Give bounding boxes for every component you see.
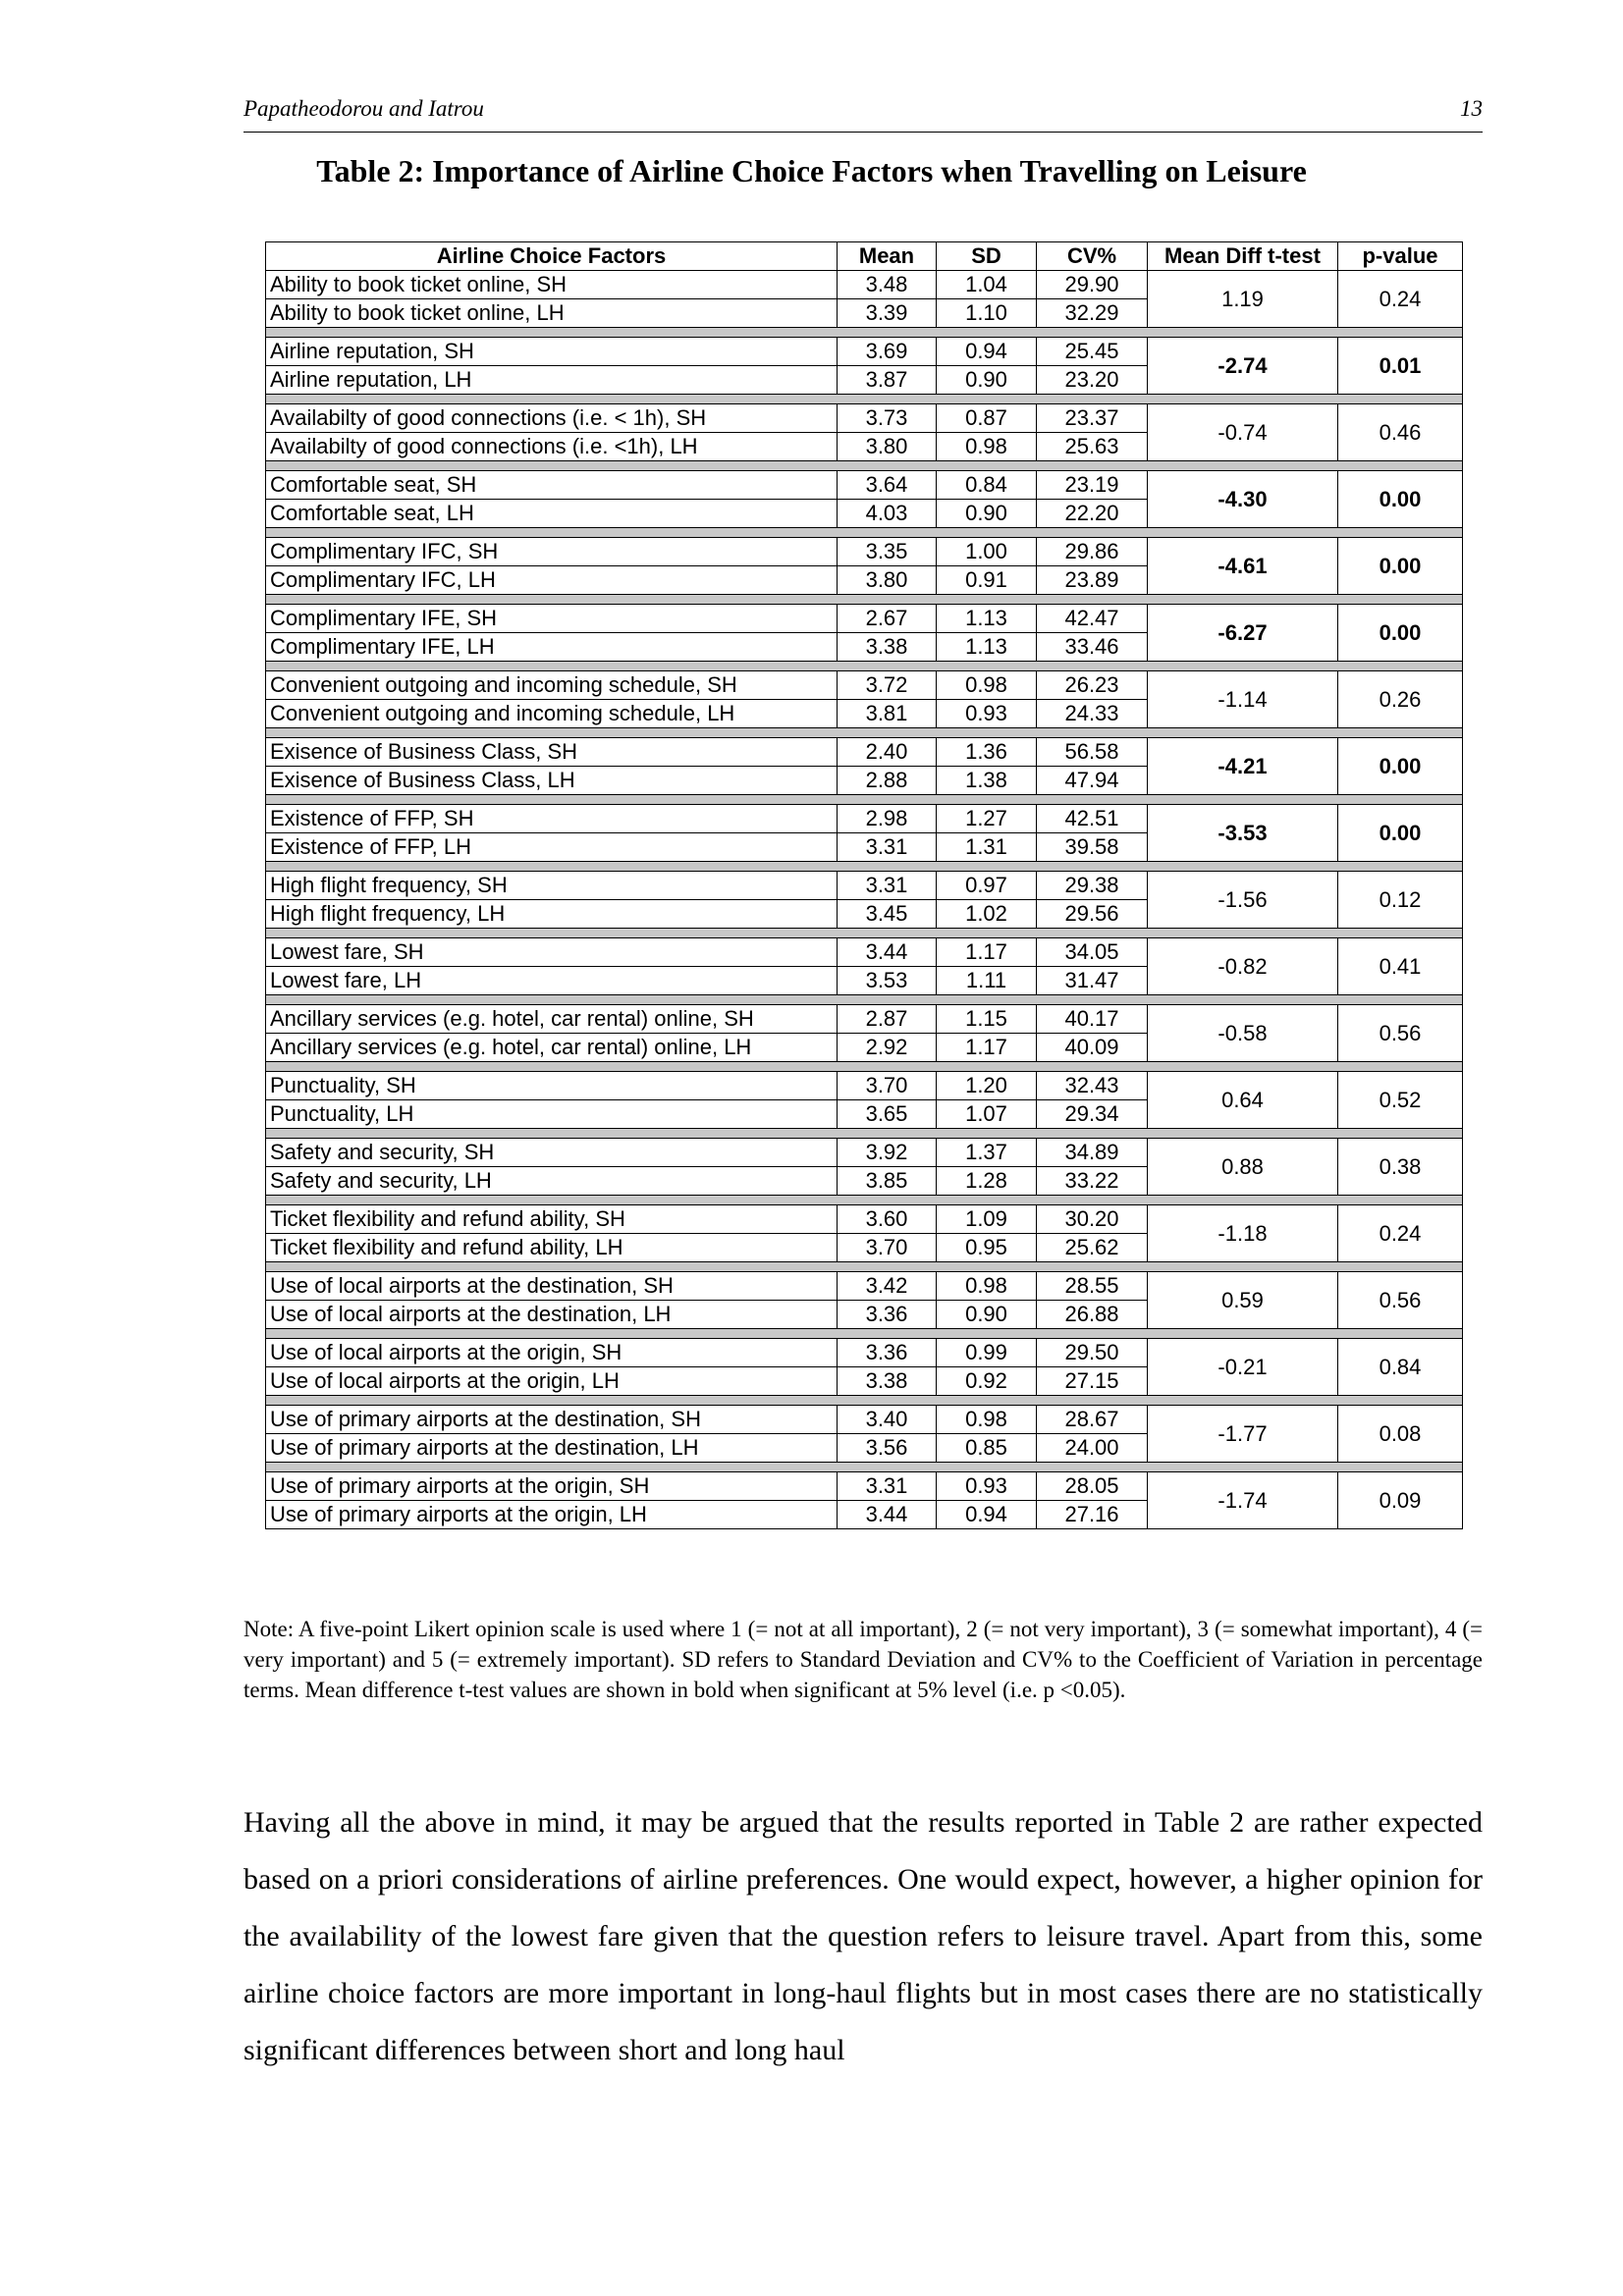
t-test-cell: -0.58 bbox=[1148, 1005, 1338, 1062]
airline-factors-table bbox=[265, 241, 1463, 1529]
factor-cell: Lowest fare, SH bbox=[266, 938, 838, 967]
t-test-cell: -2.74 bbox=[1148, 338, 1338, 395]
sd-cell: 1.00 bbox=[937, 538, 1037, 566]
cv-cell: 24.00 bbox=[1037, 1434, 1148, 1463]
sd-cell: 1.13 bbox=[937, 633, 1037, 662]
t-test-cell: -4.61 bbox=[1148, 538, 1338, 595]
t-test-cell: -6.27 bbox=[1148, 605, 1338, 662]
sd-cell: 1.27 bbox=[937, 805, 1037, 833]
table-note: Note: A five-point Likert opinion scale is used where 1 (= not at all important), 2 (= not very important), 3 (= somewhat important), 4 (= very important) and 5 (= extremely important). SD refers to Standard Deviation and CV% to the Coefficient of Variation in percentage terms. Mean difference t-test values are shown in bold when significant at 5% level (i.e. p <0.05). bbox=[243, 1617, 1483, 1702]
separator-cell bbox=[266, 929, 1463, 938]
column-header: Mean bbox=[838, 242, 937, 271]
cv-cell: 28.55 bbox=[1037, 1272, 1148, 1301]
separator-cell bbox=[266, 728, 1463, 738]
cv-cell: 42.47 bbox=[1037, 605, 1148, 633]
p-value-cell: 0.00 bbox=[1338, 805, 1463, 862]
cv-cell: 23.89 bbox=[1037, 566, 1148, 595]
separator-cell bbox=[266, 1062, 1463, 1072]
table-row bbox=[266, 938, 1463, 967]
sd-cell: 0.95 bbox=[937, 1234, 1037, 1262]
body-paragraph: Having all the above in mind, it may be argued that the results reported in Table 2 are rather expected based on a priori considerations of airline preferences. One would expect, however, a higher opinion for the availability of the lowest fare given that the question refers to leisure travel. Apart from this, some airline choice factors are more important in long-haul flights but in most cases there are no statistically significant differences between short and long haul bbox=[243, 1806, 1483, 2066]
p-value-cell: 0.00 bbox=[1338, 471, 1463, 528]
cv-cell: 34.05 bbox=[1037, 938, 1148, 967]
separator-cell bbox=[266, 1396, 1463, 1406]
factor-cell: Ability to book ticket online, SH bbox=[266, 271, 838, 299]
mean-cell: 3.81 bbox=[838, 700, 937, 728]
group-separator bbox=[266, 1329, 1463, 1339]
group-separator bbox=[266, 395, 1463, 404]
table-row bbox=[266, 1139, 1463, 1167]
factor-cell: Use of primary airports at the destination, LH bbox=[266, 1434, 838, 1463]
t-test-cell: -1.56 bbox=[1148, 872, 1338, 929]
separator-cell bbox=[266, 1262, 1463, 1272]
p-value-cell: 0.84 bbox=[1338, 1339, 1463, 1396]
table-row bbox=[266, 1005, 1463, 1034]
factor-cell: Exisence of Business Class, SH bbox=[266, 738, 838, 767]
p-value-cell: 0.01 bbox=[1338, 338, 1463, 395]
mean-cell: 3.53 bbox=[838, 967, 937, 995]
mean-cell: 3.44 bbox=[838, 1501, 937, 1529]
mean-cell: 3.87 bbox=[838, 366, 937, 395]
sd-cell: 1.07 bbox=[937, 1100, 1037, 1129]
p-value-cell: 0.08 bbox=[1338, 1406, 1463, 1463]
mean-cell: 3.31 bbox=[838, 833, 937, 862]
t-test-cell: -0.82 bbox=[1148, 938, 1338, 995]
table-row bbox=[266, 872, 1463, 900]
mean-cell: 4.03 bbox=[838, 500, 937, 528]
mean-cell: 2.40 bbox=[838, 738, 937, 767]
factor-cell: Punctuality, LH bbox=[266, 1100, 838, 1129]
cv-cell: 29.90 bbox=[1037, 271, 1148, 299]
group-separator bbox=[266, 662, 1463, 671]
separator-cell bbox=[266, 662, 1463, 671]
factor-cell: Ancillary services (e.g. hotel, car rental) online, LH bbox=[266, 1034, 838, 1062]
factor-cell: Ability to book ticket online, LH bbox=[266, 299, 838, 328]
sd-cell: 0.98 bbox=[937, 1272, 1037, 1301]
sd-cell: 1.13 bbox=[937, 605, 1037, 633]
group-separator bbox=[266, 862, 1463, 872]
p-value-cell: 0.09 bbox=[1338, 1472, 1463, 1529]
cv-cell: 23.20 bbox=[1037, 366, 1148, 395]
mean-cell: 3.38 bbox=[838, 1367, 937, 1396]
factor-cell: Use of local airports at the origin, LH bbox=[266, 1367, 838, 1396]
group-separator bbox=[266, 595, 1463, 605]
cv-cell: 32.43 bbox=[1037, 1072, 1148, 1100]
cv-cell: 29.86 bbox=[1037, 538, 1148, 566]
group-separator bbox=[266, 1129, 1463, 1139]
cv-cell: 39.58 bbox=[1037, 833, 1148, 862]
p-value-cell: 0.56 bbox=[1338, 1272, 1463, 1329]
factor-cell: Use of primary airports at the origin, LH bbox=[266, 1501, 838, 1529]
mean-cell: 3.64 bbox=[838, 471, 937, 500]
mean-cell: 3.44 bbox=[838, 938, 937, 967]
column-header: Mean Diff t-test bbox=[1148, 242, 1338, 271]
t-test-cell: -0.74 bbox=[1148, 404, 1338, 461]
table-container bbox=[265, 241, 1462, 1529]
mean-cell: 3.69 bbox=[838, 338, 937, 366]
sd-cell: 0.98 bbox=[937, 671, 1037, 700]
p-value-cell: 0.26 bbox=[1338, 671, 1463, 728]
separator-cell bbox=[266, 528, 1463, 538]
sd-cell: 0.97 bbox=[937, 872, 1037, 900]
separator-cell bbox=[266, 795, 1463, 805]
cv-cell: 31.47 bbox=[1037, 967, 1148, 995]
t-test-cell: 0.88 bbox=[1148, 1139, 1338, 1196]
factor-cell: Complimentary IFC, LH bbox=[266, 566, 838, 595]
cv-cell: 29.56 bbox=[1037, 900, 1148, 929]
p-value-cell: 0.00 bbox=[1338, 738, 1463, 795]
sd-cell: 0.98 bbox=[937, 433, 1037, 461]
cv-cell: 25.45 bbox=[1037, 338, 1148, 366]
separator-cell bbox=[266, 595, 1463, 605]
table-row bbox=[266, 538, 1463, 566]
sd-cell: 1.28 bbox=[937, 1167, 1037, 1196]
cv-cell: 28.67 bbox=[1037, 1406, 1148, 1434]
t-test-cell: 0.59 bbox=[1148, 1272, 1338, 1329]
cv-cell: 34.89 bbox=[1037, 1139, 1148, 1167]
column-header: Airline Choice Factors bbox=[266, 242, 838, 271]
factor-cell: Comfortable seat, LH bbox=[266, 500, 838, 528]
mean-cell: 2.88 bbox=[838, 767, 937, 795]
sd-cell: 0.94 bbox=[937, 1501, 1037, 1529]
factor-cell: Safety and security, SH bbox=[266, 1139, 838, 1167]
cv-cell: 29.34 bbox=[1037, 1100, 1148, 1129]
separator-cell bbox=[266, 1329, 1463, 1339]
t-test-cell: -1.14 bbox=[1148, 671, 1338, 728]
cv-cell: 30.20 bbox=[1037, 1205, 1148, 1234]
group-separator bbox=[266, 328, 1463, 338]
table-header-row bbox=[266, 242, 1463, 271]
p-value-cell: 0.46 bbox=[1338, 404, 1463, 461]
factor-cell: Use of local airports at the destination, LH bbox=[266, 1301, 838, 1329]
table-row bbox=[266, 1205, 1463, 1234]
separator-cell bbox=[266, 1129, 1463, 1139]
factor-cell: Airline reputation, SH bbox=[266, 338, 838, 366]
mean-cell: 3.39 bbox=[838, 299, 937, 328]
factor-cell: Ancillary services (e.g. hotel, car rental) online, SH bbox=[266, 1005, 838, 1034]
separator-cell bbox=[266, 1196, 1463, 1205]
sd-cell: 1.38 bbox=[937, 767, 1037, 795]
column-header: CV% bbox=[1037, 242, 1148, 271]
mean-cell: 3.31 bbox=[838, 1472, 937, 1501]
mean-cell: 3.80 bbox=[838, 433, 937, 461]
cv-cell: 56.58 bbox=[1037, 738, 1148, 767]
sd-cell: 0.90 bbox=[937, 500, 1037, 528]
group-separator bbox=[266, 1463, 1463, 1472]
mean-cell: 3.56 bbox=[838, 1434, 937, 1463]
sd-cell: 0.90 bbox=[937, 366, 1037, 395]
factor-cell: Availabilty of good connections (i.e. <1h), LH bbox=[266, 433, 838, 461]
sd-cell: 0.90 bbox=[937, 1301, 1037, 1329]
factor-cell: Ticket flexibility and refund ability, SH bbox=[266, 1205, 838, 1234]
sd-cell: 0.85 bbox=[937, 1434, 1037, 1463]
table-row bbox=[266, 605, 1463, 633]
separator-cell bbox=[266, 328, 1463, 338]
table-row bbox=[266, 738, 1463, 767]
sd-cell: 1.37 bbox=[937, 1139, 1037, 1167]
table-row bbox=[266, 671, 1463, 700]
sd-cell: 0.91 bbox=[937, 566, 1037, 595]
sd-cell: 1.15 bbox=[937, 1005, 1037, 1034]
factor-cell: Availabilty of good connections (i.e. < 1h), SH bbox=[266, 404, 838, 433]
t-test-cell: -0.21 bbox=[1148, 1339, 1338, 1396]
p-value-cell: 0.41 bbox=[1338, 938, 1463, 995]
sd-cell: 1.11 bbox=[937, 967, 1037, 995]
table-row bbox=[266, 1272, 1463, 1301]
cv-cell: 26.23 bbox=[1037, 671, 1148, 700]
factor-cell: Use of primary airports at the origin, SH bbox=[266, 1472, 838, 1501]
t-test-cell: 1.19 bbox=[1148, 271, 1338, 328]
cv-cell: 40.17 bbox=[1037, 1005, 1148, 1034]
sd-cell: 0.99 bbox=[937, 1339, 1037, 1367]
factor-cell: Complimentary IFC, SH bbox=[266, 538, 838, 566]
factor-cell: Exisence of Business Class, LH bbox=[266, 767, 838, 795]
group-separator bbox=[266, 995, 1463, 1005]
factor-cell: Use of primary airports at the destination, SH bbox=[266, 1406, 838, 1434]
p-value-cell: 0.12 bbox=[1338, 872, 1463, 929]
mean-cell: 3.85 bbox=[838, 1167, 937, 1196]
table-row bbox=[266, 338, 1463, 366]
p-value-cell: 0.00 bbox=[1338, 605, 1463, 662]
group-separator bbox=[266, 929, 1463, 938]
cv-cell: 33.46 bbox=[1037, 633, 1148, 662]
mean-cell: 3.48 bbox=[838, 271, 937, 299]
t-test-cell: -1.77 bbox=[1148, 1406, 1338, 1463]
factor-cell: Airline reputation, LH bbox=[266, 366, 838, 395]
t-test-cell: -1.74 bbox=[1148, 1472, 1338, 1529]
sd-cell: 1.31 bbox=[937, 833, 1037, 862]
p-value-cell: 0.56 bbox=[1338, 1005, 1463, 1062]
group-separator bbox=[266, 795, 1463, 805]
sd-cell: 0.87 bbox=[937, 404, 1037, 433]
cv-cell: 33.22 bbox=[1037, 1167, 1148, 1196]
cv-cell: 24.33 bbox=[1037, 700, 1148, 728]
separator-cell bbox=[266, 1463, 1463, 1472]
mean-cell: 3.72 bbox=[838, 671, 937, 700]
cv-cell: 29.38 bbox=[1037, 872, 1148, 900]
table-row bbox=[266, 471, 1463, 500]
factor-cell: Complimentary IFE, SH bbox=[266, 605, 838, 633]
group-separator bbox=[266, 1196, 1463, 1205]
sd-cell: 0.93 bbox=[937, 1472, 1037, 1501]
factor-cell: Lowest fare, LH bbox=[266, 967, 838, 995]
mean-cell: 2.67 bbox=[838, 605, 937, 633]
t-test-cell: 0.64 bbox=[1148, 1072, 1338, 1129]
running-header bbox=[243, 96, 1483, 133]
sd-cell: 1.09 bbox=[937, 1205, 1037, 1234]
sd-cell: 1.04 bbox=[937, 271, 1037, 299]
cv-cell: 23.37 bbox=[1037, 404, 1148, 433]
cv-cell: 32.29 bbox=[1037, 299, 1148, 328]
table-row bbox=[266, 1072, 1463, 1100]
factor-cell: High flight frequency, SH bbox=[266, 872, 838, 900]
separator-cell bbox=[266, 862, 1463, 872]
table-body bbox=[266, 271, 1463, 1529]
cv-cell: 22.20 bbox=[1037, 500, 1148, 528]
t-test-cell: -1.18 bbox=[1148, 1205, 1338, 1262]
factor-cell: Existence of FFP, SH bbox=[266, 805, 838, 833]
factor-cell: Use of local airports at the destination, SH bbox=[266, 1272, 838, 1301]
table-row bbox=[266, 1339, 1463, 1367]
mean-cell: 3.80 bbox=[838, 566, 937, 595]
cv-cell: 40.09 bbox=[1037, 1034, 1148, 1062]
sd-cell: 0.98 bbox=[937, 1406, 1037, 1434]
group-separator bbox=[266, 1262, 1463, 1272]
cv-cell: 23.19 bbox=[1037, 471, 1148, 500]
t-test-cell: -4.30 bbox=[1148, 471, 1338, 528]
mean-cell: 3.60 bbox=[838, 1205, 937, 1234]
header-authors: Papatheodorou and Iatrou bbox=[243, 96, 484, 121]
sd-cell: 1.20 bbox=[937, 1072, 1037, 1100]
cv-cell: 27.16 bbox=[1037, 1501, 1148, 1529]
sd-cell: 0.92 bbox=[937, 1367, 1037, 1396]
factor-cell: Comfortable seat, SH bbox=[266, 471, 838, 500]
p-value-cell: 0.52 bbox=[1338, 1072, 1463, 1129]
mean-cell: 3.70 bbox=[838, 1234, 937, 1262]
mean-cell: 3.42 bbox=[838, 1272, 937, 1301]
factor-cell: Safety and security, LH bbox=[266, 1167, 838, 1196]
factor-cell: Convenient outgoing and incoming schedule, SH bbox=[266, 671, 838, 700]
mean-cell: 2.98 bbox=[838, 805, 937, 833]
table-row bbox=[266, 1406, 1463, 1434]
separator-cell bbox=[266, 995, 1463, 1005]
sd-cell: 0.84 bbox=[937, 471, 1037, 500]
sd-cell: 1.02 bbox=[937, 900, 1037, 929]
mean-cell: 2.87 bbox=[838, 1005, 937, 1034]
p-value-cell: 0.24 bbox=[1338, 1205, 1463, 1262]
factor-cell: Use of local airports at the origin, SH bbox=[266, 1339, 838, 1367]
factor-cell: Convenient outgoing and incoming schedule, LH bbox=[266, 700, 838, 728]
mean-cell: 3.35 bbox=[838, 538, 937, 566]
mean-cell: 3.38 bbox=[838, 633, 937, 662]
p-value-cell: 0.00 bbox=[1338, 538, 1463, 595]
mean-cell: 3.40 bbox=[838, 1406, 937, 1434]
group-separator bbox=[266, 1396, 1463, 1406]
cv-cell: 25.63 bbox=[1037, 433, 1148, 461]
mean-cell: 3.45 bbox=[838, 900, 937, 929]
sd-cell: 1.10 bbox=[937, 299, 1037, 328]
mean-cell: 2.92 bbox=[838, 1034, 937, 1062]
t-test-cell: -4.21 bbox=[1148, 738, 1338, 795]
p-value-cell: 0.24 bbox=[1338, 271, 1463, 328]
cv-cell: 26.88 bbox=[1037, 1301, 1148, 1329]
mean-cell: 3.36 bbox=[838, 1339, 937, 1367]
cv-cell: 27.15 bbox=[1037, 1367, 1148, 1396]
table-row bbox=[266, 1472, 1463, 1501]
factor-cell: Punctuality, SH bbox=[266, 1072, 838, 1100]
p-value-cell: 0.38 bbox=[1338, 1139, 1463, 1196]
group-separator bbox=[266, 1062, 1463, 1072]
sd-cell: 1.17 bbox=[937, 1034, 1037, 1062]
mean-cell: 3.31 bbox=[838, 872, 937, 900]
group-separator bbox=[266, 461, 1463, 471]
mean-cell: 3.92 bbox=[838, 1139, 937, 1167]
mean-cell: 3.36 bbox=[838, 1301, 937, 1329]
group-separator bbox=[266, 728, 1463, 738]
factor-cell: Existence of FFP, LH bbox=[266, 833, 838, 862]
table-row bbox=[266, 805, 1463, 833]
separator-cell bbox=[266, 461, 1463, 471]
table-row bbox=[266, 404, 1463, 433]
table-title: Table 2: Importance of Airline Choice Factors when Travelling on Leisure bbox=[316, 153, 1307, 188]
sd-cell: 0.94 bbox=[937, 338, 1037, 366]
cv-cell: 47.94 bbox=[1037, 767, 1148, 795]
sd-cell: 0.93 bbox=[937, 700, 1037, 728]
mean-cell: 3.65 bbox=[838, 1100, 937, 1129]
factor-cell: Ticket flexibility and refund ability, LH bbox=[266, 1234, 838, 1262]
factor-cell: High flight frequency, LH bbox=[266, 900, 838, 929]
sd-cell: 1.36 bbox=[937, 738, 1037, 767]
mean-cell: 3.73 bbox=[838, 404, 937, 433]
header-page-number: 13 bbox=[1460, 96, 1483, 121]
cv-cell: 42.51 bbox=[1037, 805, 1148, 833]
column-header: SD bbox=[937, 242, 1037, 271]
table-row bbox=[266, 271, 1463, 299]
t-test-cell: -3.53 bbox=[1148, 805, 1338, 862]
cv-cell: 28.05 bbox=[1037, 1472, 1148, 1501]
column-header: p-value bbox=[1338, 242, 1463, 271]
group-separator bbox=[266, 528, 1463, 538]
cv-cell: 29.50 bbox=[1037, 1339, 1148, 1367]
mean-cell: 3.70 bbox=[838, 1072, 937, 1100]
sd-cell: 1.17 bbox=[937, 938, 1037, 967]
factor-cell: Complimentary IFE, LH bbox=[266, 633, 838, 662]
cv-cell: 25.62 bbox=[1037, 1234, 1148, 1262]
separator-cell bbox=[266, 395, 1463, 404]
